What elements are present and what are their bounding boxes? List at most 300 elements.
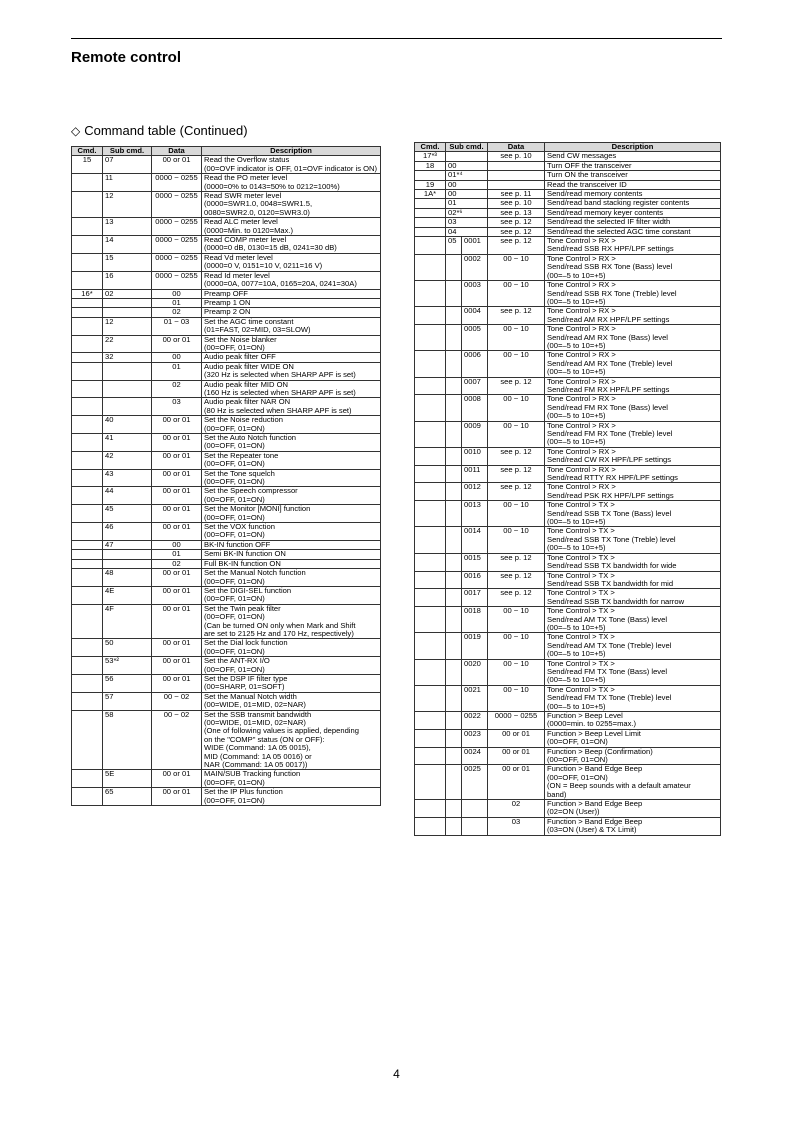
description-cell	[202, 788, 381, 806]
cmd-cell	[72, 218, 103, 236]
page-title: Remote control	[71, 49, 182, 66]
description-line: Preamp 2 ON	[204, 308, 251, 317]
description-line: (00=OFF, 01=ON)	[204, 424, 265, 433]
sub-cmd-2-cell: 0012	[462, 483, 488, 501]
table-row	[72, 657, 381, 675]
cmd-cell	[72, 674, 103, 692]
table-row	[72, 218, 381, 236]
description-line: Send/read SSB TX bandwidth for mid	[547, 579, 674, 588]
data-cell: 00 ~ 02	[152, 710, 202, 770]
table-row	[415, 325, 721, 351]
table-row	[72, 540, 381, 549]
description-line: Audio peak filter OFF	[204, 353, 276, 362]
description-line: Full BK-IN function ON	[204, 559, 281, 568]
table-row	[72, 156, 381, 174]
data-cell: 00 ~ 10	[488, 254, 545, 280]
sub-cmd-cell: 01*⁴	[446, 171, 488, 180]
sub-cmd-2-cell: 0003	[462, 281, 488, 307]
cmd-cell	[415, 527, 446, 553]
description-line: (00=SHARP, 01=SOFT)	[204, 683, 285, 692]
data-cell: 00 or 01	[152, 434, 202, 452]
data-cell: 00 ~ 10	[488, 501, 545, 527]
description-line: Send/read AM RX Tone (Treble) level	[547, 359, 673, 368]
header-rule	[71, 38, 722, 39]
sub-cmd-cell: 15	[103, 253, 152, 271]
description-cell	[545, 281, 721, 307]
cmd-cell	[72, 317, 103, 335]
description-line: (00=OFF, 01=ON)	[204, 478, 265, 487]
data-cell: 00 or 01	[152, 451, 202, 469]
sub-cmd-2-cell	[462, 817, 488, 835]
description-line: (02=ON (User))	[547, 808, 600, 817]
description-line: (00=OFF, 01=ON)	[204, 531, 265, 540]
description-line: (160 Hz is selected when SHARP APF is set)	[204, 388, 356, 397]
description-line: Set the IP Plus function	[204, 788, 283, 797]
description-line: (00=OFF, 01=ON)	[204, 513, 265, 522]
table-row	[72, 398, 381, 416]
table-row	[415, 553, 721, 571]
data-cell: see p. 12	[488, 447, 545, 465]
sub-cmd-cell: 07	[103, 156, 152, 174]
table-row	[415, 607, 721, 633]
description-line: on the "COMP" status (ON or OFF):	[204, 735, 325, 744]
description-cell	[545, 633, 721, 659]
description-line: Tone Control > RX >	[547, 254, 616, 263]
description-line: Audio peak filter WIDE ON	[204, 362, 294, 371]
table-row	[415, 712, 721, 730]
description-cell	[202, 192, 381, 218]
cmd-cell	[415, 377, 446, 395]
cmd-cell	[72, 335, 103, 353]
cmd-cell	[415, 747, 446, 765]
cmd-cell	[415, 501, 446, 527]
cmd-cell	[415, 281, 446, 307]
data-cell: 00 or 01	[152, 335, 202, 353]
description-line: Send/read AM RX HPF/LPF settings	[547, 315, 670, 324]
sub-cmd-2-cell: 0002	[462, 254, 488, 280]
data-cell: 00 or 01	[152, 416, 202, 434]
description-line: (00=–5 to 10=+5)	[547, 271, 606, 280]
table-row	[415, 817, 721, 835]
data-cell: 00 or 01	[488, 729, 545, 747]
description-cell	[545, 685, 721, 711]
sub-cmd-2-cell: 0015	[462, 553, 488, 571]
description-line: Send/read PSK RX HPF/LPF settings	[547, 491, 674, 500]
description-cell	[545, 712, 721, 730]
cmd-cell	[72, 398, 103, 416]
table-row	[72, 487, 381, 505]
description-line: (00=OFF, 01=ON)	[204, 460, 265, 469]
description-cell	[545, 377, 721, 395]
data-cell: see p. 12	[488, 237, 545, 255]
cmd-cell	[72, 505, 103, 523]
sub-cmd-cell	[446, 571, 462, 589]
data-cell: 00 or 01	[152, 674, 202, 692]
description-line: Tone Control > RX >	[547, 421, 616, 430]
cmd-cell	[72, 559, 103, 568]
cmd-cell	[415, 447, 446, 465]
description-line: WIDE (Command: 1A 05 0015),	[204, 744, 311, 753]
sub-cmd-cell: 41	[103, 434, 152, 452]
description-cell	[202, 550, 381, 559]
table-row	[72, 236, 381, 254]
col-header-data: Data	[152, 147, 202, 156]
description-line: (0000=SWR1.0, 0048=SWR1.5,	[204, 200, 313, 209]
table-row	[415, 465, 721, 483]
data-cell: 02	[152, 308, 202, 317]
description-cell	[545, 351, 721, 377]
description-line: (00=–5 to 10=+5)	[547, 650, 606, 659]
description-line: Semi BK-IN function ON	[204, 550, 286, 559]
cmd-cell	[415, 254, 446, 280]
data-cell: 00 or 01	[152, 586, 202, 604]
table-row	[72, 788, 381, 806]
sub-cmd-2-cell: 0019	[462, 633, 488, 659]
description-line: Read ALC meter level	[204, 218, 278, 227]
description-cell	[545, 161, 721, 170]
description-line: (One of following values is applied, depending	[204, 727, 359, 736]
sub-cmd-cell	[446, 421, 462, 447]
sub-cmd-cell: 44	[103, 487, 152, 505]
description-line: Send/read SSB RX HPF/LPF settings	[547, 245, 674, 254]
command-table-right	[414, 142, 721, 836]
description-line: Audio peak filter MID ON	[204, 380, 288, 389]
description-cell	[202, 540, 381, 549]
cmd-cell	[415, 765, 446, 800]
description-cell	[202, 317, 381, 335]
sub-cmd-cell	[446, 307, 462, 325]
sub-cmd-cell	[446, 607, 462, 633]
sub-cmd-2-cell: 0005	[462, 325, 488, 351]
table-row	[415, 800, 721, 818]
description-cell	[202, 692, 381, 710]
description-cell	[202, 271, 381, 289]
description-line: (00=OFF, 01=ON)	[204, 778, 265, 787]
sub-cmd-2-cell: 0016	[462, 571, 488, 589]
description-line: (0000=Min. to 0120=Max.)	[204, 226, 294, 235]
table-row	[72, 639, 381, 657]
description-line: Send/read FM RX HPF/LPF settings	[547, 385, 670, 394]
description-line: (00=–5 to 10=+5)	[547, 676, 606, 685]
data-cell: 02	[152, 559, 202, 568]
description-line: (01=FAST, 02=MID, 03=SLOW)	[204, 326, 311, 335]
description-line: (00=–5 to 10=+5)	[547, 412, 606, 421]
description-line: Tone Control > TX >	[547, 607, 615, 616]
description-line: Turn OFF the transceiver	[547, 161, 632, 170]
description-line: (00=OFF, 01=ON)	[204, 595, 265, 604]
cmd-cell	[415, 633, 446, 659]
description-cell	[545, 729, 721, 747]
table-row	[72, 174, 381, 192]
table-row	[415, 747, 721, 765]
table-row	[415, 633, 721, 659]
description-line: Set the Manual Notch width	[204, 692, 297, 701]
table-row	[415, 208, 721, 217]
sub-cmd-cell	[446, 152, 488, 161]
description-cell	[202, 289, 381, 298]
description-line: Send/read AM TX Tone (Treble) level	[547, 641, 672, 650]
data-cell: 00 or 01	[152, 788, 202, 806]
cmd-cell	[415, 199, 446, 208]
description-cell	[202, 469, 381, 487]
description-cell	[545, 190, 721, 199]
description-line: Read COMP meter level	[204, 236, 287, 245]
page-number: 4	[393, 1067, 400, 1081]
description-line: (0000=0 V, 0151=10 V, 0211=16 V)	[204, 262, 323, 271]
sub-cmd-2-cell: 0011	[462, 465, 488, 483]
table-header-row	[415, 143, 721, 152]
description-cell	[202, 523, 381, 541]
description-cell	[202, 674, 381, 692]
data-cell: see p. 12	[488, 307, 545, 325]
sub-cmd-2-cell: 0022	[462, 712, 488, 730]
description-line: Read the Overflow status	[204, 156, 290, 165]
description-line: MID (Command: 1A 05 0016) or	[204, 752, 312, 761]
description-line: (00=OFF, 01=ON)	[547, 738, 608, 747]
sub-cmd-cell: 12	[103, 192, 152, 218]
table-row	[72, 550, 381, 559]
description-line: (00=–5 to 10=+5)	[547, 297, 606, 306]
sub-cmd-2-cell: 0007	[462, 377, 488, 395]
col-header-sub: Sub cmd.	[103, 147, 152, 156]
description-line: Function > Beep (Confirmation)	[547, 747, 653, 756]
table-row	[72, 451, 381, 469]
table-row	[415, 281, 721, 307]
cmd-cell	[415, 351, 446, 377]
sub-cmd-cell	[446, 817, 462, 835]
description-cell	[545, 747, 721, 765]
cmd-cell	[72, 434, 103, 452]
cmd-cell	[415, 218, 446, 227]
data-cell: 00	[152, 353, 202, 362]
table-row	[72, 380, 381, 398]
description-line: Tone Control > TX >	[547, 553, 615, 562]
data-cell: 03	[488, 817, 545, 835]
data-cell: 0000 ~ 0255	[152, 218, 202, 236]
data-cell: 00 or 01	[152, 639, 202, 657]
table-row	[72, 604, 381, 639]
cmd-cell	[72, 469, 103, 487]
table-row	[72, 192, 381, 218]
col-header-cmd: Cmd.	[72, 147, 103, 156]
description-line: Tone Control > RX >	[547, 483, 616, 492]
sub-cmd-cell	[446, 351, 462, 377]
sub-cmd-2-cell: 0014	[462, 527, 488, 553]
data-cell	[488, 171, 545, 180]
description-line: Tone Control > RX >	[547, 351, 616, 360]
sub-cmd-cell	[446, 501, 462, 527]
description-line: (80 Hz is selected when SHARP APF is set)	[204, 406, 352, 415]
table-row	[415, 377, 721, 395]
data-cell: 00 or 01	[488, 765, 545, 800]
cmd-cell	[415, 325, 446, 351]
sub-cmd-2-cell: 0021	[462, 685, 488, 711]
table-row	[415, 571, 721, 589]
sub-cmd-cell: 57	[103, 692, 152, 710]
cmd-cell	[72, 657, 103, 675]
sub-cmd-cell	[103, 550, 152, 559]
description-cell	[202, 569, 381, 587]
sub-cmd-cell	[446, 325, 462, 351]
data-cell: 0000 ~ 0255	[152, 174, 202, 192]
table-row	[72, 523, 381, 541]
cmd-cell	[72, 451, 103, 469]
cmd-cell	[415, 395, 446, 421]
sub-cmd-cell: 02	[103, 289, 152, 298]
sub-cmd-cell: 01	[446, 199, 488, 208]
description-cell	[202, 156, 381, 174]
description-cell	[545, 501, 721, 527]
table-row	[415, 254, 721, 280]
description-line: MAIN/SUB Tracking function	[204, 770, 301, 779]
description-cell	[202, 398, 381, 416]
sub-cmd-cell	[446, 483, 462, 501]
table-row	[415, 447, 721, 465]
table-row	[72, 692, 381, 710]
sub-cmd-cell	[446, 395, 462, 421]
sub-cmd-cell	[103, 308, 152, 317]
description-cell	[202, 362, 381, 380]
description-line: (00=OFF, 01=ON)	[547, 773, 608, 782]
sub-cmd-cell	[446, 254, 462, 280]
description-cell	[545, 180, 721, 189]
sub-cmd-2-cell: 0006	[462, 351, 488, 377]
data-cell: 00 ~ 10	[488, 633, 545, 659]
cmd-cell	[415, 589, 446, 607]
cmd-cell	[415, 421, 446, 447]
table-row	[415, 483, 721, 501]
description-line: Set the Tone squelch	[204, 469, 275, 478]
data-cell: see p. 12	[488, 483, 545, 501]
table-row	[72, 434, 381, 452]
table-row	[72, 505, 381, 523]
description-cell	[545, 171, 721, 180]
sub-cmd-cell: 12	[103, 317, 152, 335]
cmd-cell	[72, 298, 103, 307]
description-cell	[545, 208, 721, 217]
cmd-cell	[72, 362, 103, 380]
sub-cmd-cell	[446, 659, 462, 685]
table-row	[415, 227, 721, 236]
description-line: Tone Control > TX >	[547, 659, 615, 668]
description-line: Set the Repeater tone	[204, 451, 279, 460]
description-line: Send/read FM RX Tone (Treble) level	[547, 430, 673, 438]
table-row	[72, 586, 381, 604]
description-line: Function > Band Edge Beep	[547, 765, 643, 774]
sub-cmd-2-cell: 0010	[462, 447, 488, 465]
cmd-cell	[72, 692, 103, 710]
description-line: Send/read AM RX Tone (Bass) level	[547, 333, 668, 342]
description-line: (320 Hz is selected when SHARP APF is set)	[204, 371, 356, 380]
data-cell: 00 or 01	[152, 604, 202, 639]
data-cell: 0000 ~ 0255	[152, 192, 202, 218]
col-header-data: Data	[488, 143, 545, 152]
description-line: (00=–5 to 10=+5)	[547, 518, 606, 527]
data-cell: 00 ~ 10	[488, 607, 545, 633]
description-line: Send/read FM RX Tone (Bass) level	[547, 403, 668, 412]
description-cell	[545, 227, 721, 236]
table-row	[415, 152, 721, 161]
description-line: (0000=min. to 0255=max.)	[547, 720, 637, 729]
data-cell: see p. 11	[488, 190, 545, 199]
data-cell: 00 ~ 10	[488, 395, 545, 421]
cmd-cell: 1A*	[415, 190, 446, 199]
description-line: (00=OVF indicator is OFF, 01=OVF indicator is ON)	[204, 164, 378, 173]
cmd-cell	[72, 540, 103, 549]
description-line: Tone Control > TX >	[547, 501, 615, 510]
sub-cmd-2-cell: 0020	[462, 659, 488, 685]
table-row	[72, 416, 381, 434]
sub-cmd-cell: 50	[103, 639, 152, 657]
cmd-cell	[415, 729, 446, 747]
description-line: Send/read SSB RX Tone (Treble) level	[547, 289, 677, 298]
description-cell	[202, 657, 381, 675]
description-line: Send/read SSB TX Tone (Treble) level	[547, 535, 676, 544]
description-cell	[202, 639, 381, 657]
cmd-cell	[72, 604, 103, 639]
table-row	[415, 685, 721, 711]
data-cell: 00 or 01	[488, 747, 545, 765]
description-line: Function > Beep Level Limit	[547, 729, 641, 738]
sub-cmd-cell: 05	[446, 237, 462, 255]
table-row	[72, 710, 381, 770]
description-cell	[545, 237, 721, 255]
col-header-desc: Description	[545, 143, 721, 152]
table-row	[415, 765, 721, 800]
description-line: (00=–5 to 10=+5)	[547, 623, 606, 632]
data-cell: 0000 ~ 0255	[152, 236, 202, 254]
description-cell	[545, 765, 721, 800]
description-line: Set the Auto Notch function	[204, 434, 297, 442]
description-cell	[545, 607, 721, 633]
description-line: (00=–5 to 10=+5)	[547, 341, 606, 350]
sub-cmd-cell	[446, 377, 462, 395]
description-cell	[545, 254, 721, 280]
description-cell	[545, 817, 721, 835]
description-line: Send/read memory contents	[547, 190, 643, 199]
data-cell: 00 ~ 02	[152, 692, 202, 710]
description-line: Send/read SSB RX Tone (Bass) level	[547, 263, 673, 272]
sub-cmd-cell	[446, 747, 462, 765]
description-line: (00=WIDE, 01=MID, 02=NAR)	[204, 719, 306, 727]
description-cell	[545, 800, 721, 818]
table-row	[415, 589, 721, 607]
data-cell: 00 ~ 10	[488, 421, 545, 447]
sub-cmd-2-cell: 0001	[462, 237, 488, 255]
section-title	[71, 123, 248, 138]
data-cell: 00 ~ 10	[488, 325, 545, 351]
description-line: Send/read SSB TX bandwidth for wide	[547, 562, 677, 571]
cmd-cell	[415, 553, 446, 571]
description-line: Send CW messages	[547, 152, 617, 161]
description-line: Tone Control > RX >	[547, 377, 616, 386]
description-line: Tone Control > RX >	[547, 447, 616, 456]
description-cell	[202, 416, 381, 434]
cmd-cell	[415, 307, 446, 325]
table-row	[72, 298, 381, 307]
description-line: (0000=0% to 0143=50% to 0212=100%)	[204, 182, 340, 191]
data-cell: see p. 12	[488, 377, 545, 395]
col-header-cmd: Cmd.	[415, 143, 446, 152]
table-row	[72, 317, 381, 335]
description-line: Send/read memory keyer contents	[547, 208, 664, 217]
description-line: Read Vd meter level	[204, 253, 273, 262]
cmd-cell	[72, 710, 103, 770]
sub-cmd-2-cell: 0004	[462, 307, 488, 325]
cmd-cell	[72, 416, 103, 434]
data-cell: 0000 ~ 0255	[488, 712, 545, 730]
description-cell	[545, 421, 721, 447]
